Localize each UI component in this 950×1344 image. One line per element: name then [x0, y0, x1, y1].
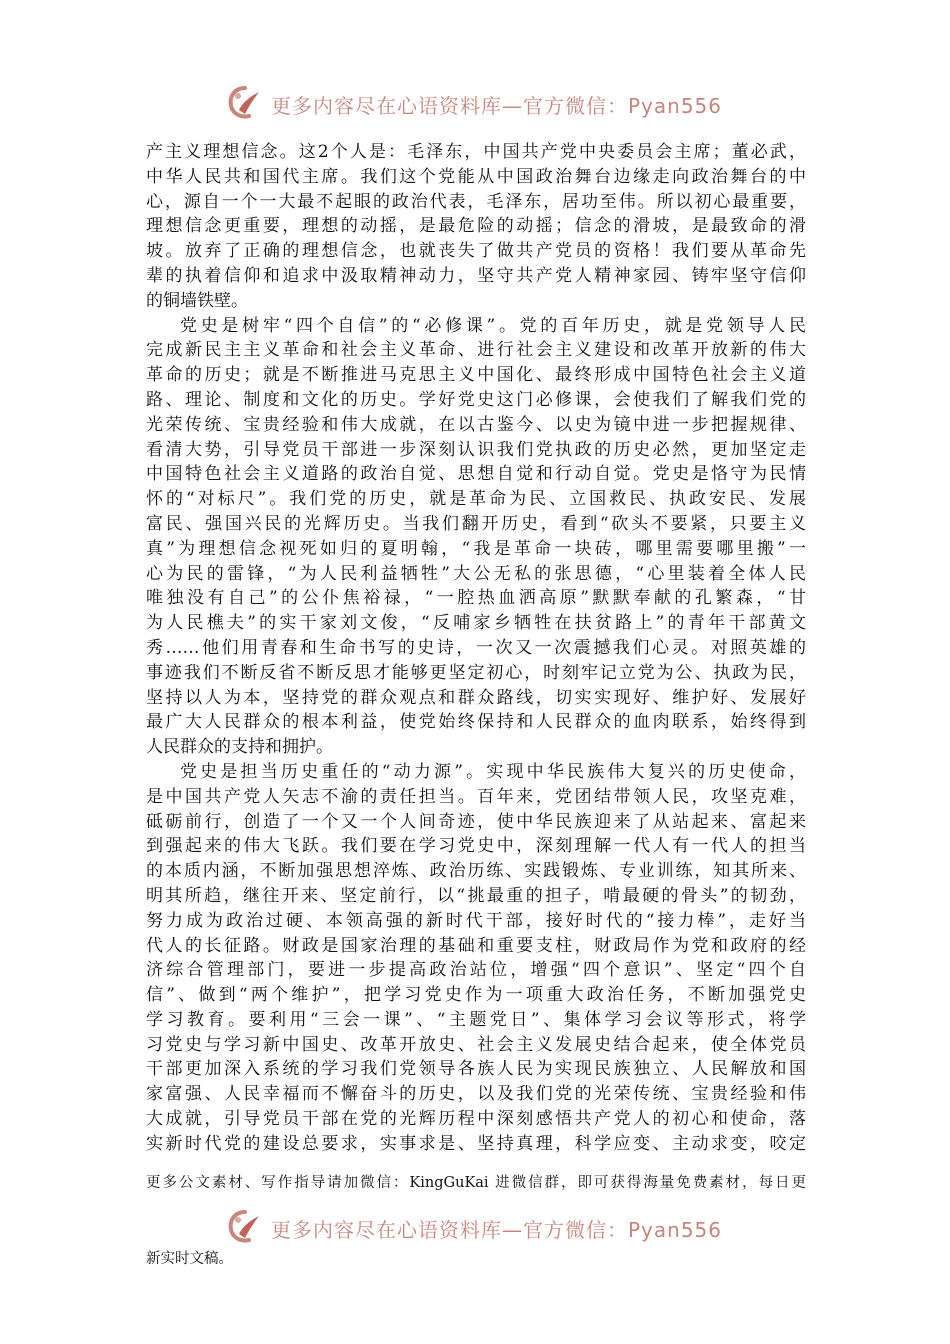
text-line: 的铜墙铁壁。: [146, 290, 248, 311]
paragraph-start: 党史是担当历史重任的“动力源”。实现中华民族伟大复兴的历史使命，: [180, 761, 806, 782]
text-line: 信”、做到“两个维护”，把学习党史作为一项重大政治任务，不断加强党史: [146, 985, 806, 1006]
text-line: 砥砺前行，创造了一个又一个人间奇迹，使中华民族迎来了从站起来、富起来: [146, 811, 806, 832]
watermark-text: 更多内容尽在心语资料库—官方微信：Pyan556: [271, 1217, 723, 1242]
watermark-text: 更多内容尽在心语资料库—官方微信：Pyan556: [271, 93, 723, 118]
watermark-header: [225, 82, 745, 126]
text-line: 习党史与学习新中国史、改革开放史、社会主义发展史结合起来，使全体党员: [146, 1034, 806, 1055]
text-line: 光荣传统、宝贵经验和伟大成就，在以古鉴今、以史为镜中进一步把握规律、: [146, 414, 806, 435]
text-line: 坚持以人为本，坚持党的群众观点和群众路线，切实实现好、维护好、发展好: [146, 687, 806, 708]
text-line: 中华人民共和国代主席。我们这个党能从中国政治舞台边缘走向政治舞台的中: [146, 166, 806, 187]
text-line: 学习教育。要利用“三会一课”、“主题党日”、集体学习会议等形式，将学: [146, 1009, 806, 1030]
text-line: 济综合管理部门，要进一步提高政治站位，增强“四个意识”、坚定“四个自: [146, 960, 806, 981]
text-line: 事迹我们不断反省不断反思才能够更坚定初心，时刻牢记立党为公、执政为民，: [146, 662, 806, 683]
text-line: 明其所趋，继往开来、坚定前行，以“挑最重的担子，啃最硬的骨头”的韧劲，: [146, 885, 806, 906]
watermark-footer: [225, 1206, 745, 1250]
text-line: 心为民的雷锋，“为人民利益牺牲”大公无私的张思德，“心里装着全体人民: [146, 563, 806, 584]
text-line: 实新时代党的建设总要求，实事求是、坚持真理，科学应变、主动求变，咬定: [146, 1133, 806, 1154]
text-line: 人民群众的支持和拥护。: [146, 737, 333, 758]
text-line: 革命的历史；就是不断推进马克思主义中国化、最终形成中国特色社会主义道: [146, 365, 806, 386]
text-line: 是中国共产党人矢志不渝的责任担当。百年来，党团结带领人民，攻坚克难，: [146, 786, 806, 807]
text-line: 坡。放弃了正确的理想信念，也就丧失了做共产党员的资格！我们要从革命先: [146, 241, 806, 262]
text-line: 富民、强国兴民的光辉历史。当我们翻开历史，看到“砍头不要紧，只要主义: [146, 513, 806, 534]
text-line: 中国特色社会主义道路的政治自觉、思想自觉和行动自觉。党史是恪守为民情: [146, 464, 806, 485]
text-line: 为人民樵夫”的实干家刘文俊，“反哺家乡牺牲在扶贫路上”的青年干部黄文: [146, 613, 806, 634]
text-line: 最广大人民群众的根本利益，使党始终保持和人民群众的血肉联系，始终得到: [146, 712, 806, 733]
paragraph-start: 党史是树牢“四个自信”的“必修课”。党的百年历史，就是党领导人民: [180, 315, 806, 336]
text-line: 努力成为政治过硬、本领高强的新时代干部，接好时代的“接力棒”，走好当: [146, 910, 806, 931]
text-line: 完成新民主主义革命和社会主义革命、进行社会主义建设和改革开放新的伟大: [146, 340, 806, 361]
text-line: 产主义理想信念。这2个人是：毛泽东，中国共产党中央委员会主席；董必武，: [146, 142, 806, 162]
text-line: 家富强、人民幸福而不懈奋斗的历史，以及我们党的光荣传统、宝贵经验和伟: [146, 1084, 806, 1105]
text-line: 怀的“对标尺”。我们党的历史，就是革命为民、立国救民、执政安民、发展: [146, 489, 806, 510]
text-line: 代人的长征路。财政是国家治理的基础和重要支柱，财政局作为党和政府的经: [146, 935, 806, 956]
pen-swirl-logo-icon: [225, 1208, 265, 1248]
text-line: 路、理论、制度和文化的历史。学好党史这门必修课，会使我们了解我们党的: [146, 389, 806, 410]
text-line: 看清大势，引导党员干部进一步深刻认识我们党执政的历史必然，更加坚定走: [146, 439, 806, 460]
footer-note-continuation: 新实时文稿。: [146, 1251, 233, 1267]
text-line: 到强起来的伟大飞跃。我们要在学习党史中，深刻理解一代人有一代人的担当: [146, 836, 806, 857]
document-body: [146, 140, 806, 1157]
text-line: 秀……他们用青春和生命书写的史诗，一次又一次震撼我们心灵。对照英雄的: [146, 637, 806, 658]
text-line: 唯独没有自己”的公仆焦裕禄，“一腔热血洒高原”默默奉献的孔繁森，“甘: [146, 588, 806, 609]
text-line: 辈的执着信仰和追求中汲取精神动力，坚守共产党人精神家园、铸牢坚守信仰: [146, 265, 806, 286]
text-line: 心，源自一个一大最不起眼的政治代表，毛泽东，居功至伟。所以初心最重要，: [146, 191, 806, 212]
text-line: 真”为理想信念视死如归的夏明翰，“我是革命一块砖，哪里需要哪里搬”一: [146, 538, 806, 559]
text-line: 干部更加深入系统的学习我们党领导各族人民为实现民族独立、人民解放和国: [146, 1059, 806, 1080]
footer-note: 更多公文素材、写作指导请加微信：KingGuKai 进微信群，即可获得海量免费素材，每日更: [146, 1175, 806, 1191]
pen-swirl-logo-icon: [225, 84, 265, 124]
text-line: 大成就，引导党员干部在党的光辉历程中深刻感悟共产党人的初心和使命，落: [146, 1109, 806, 1130]
text-line: 理想信念更重要，理想的动摇，是最危险的动摇；信念的滑坡，是最致命的滑: [146, 216, 806, 237]
text-line: 的本质内涵，不断加强思想淬炼、政治历练、实践锻炼、专业训练，知其所来、: [146, 861, 806, 882]
